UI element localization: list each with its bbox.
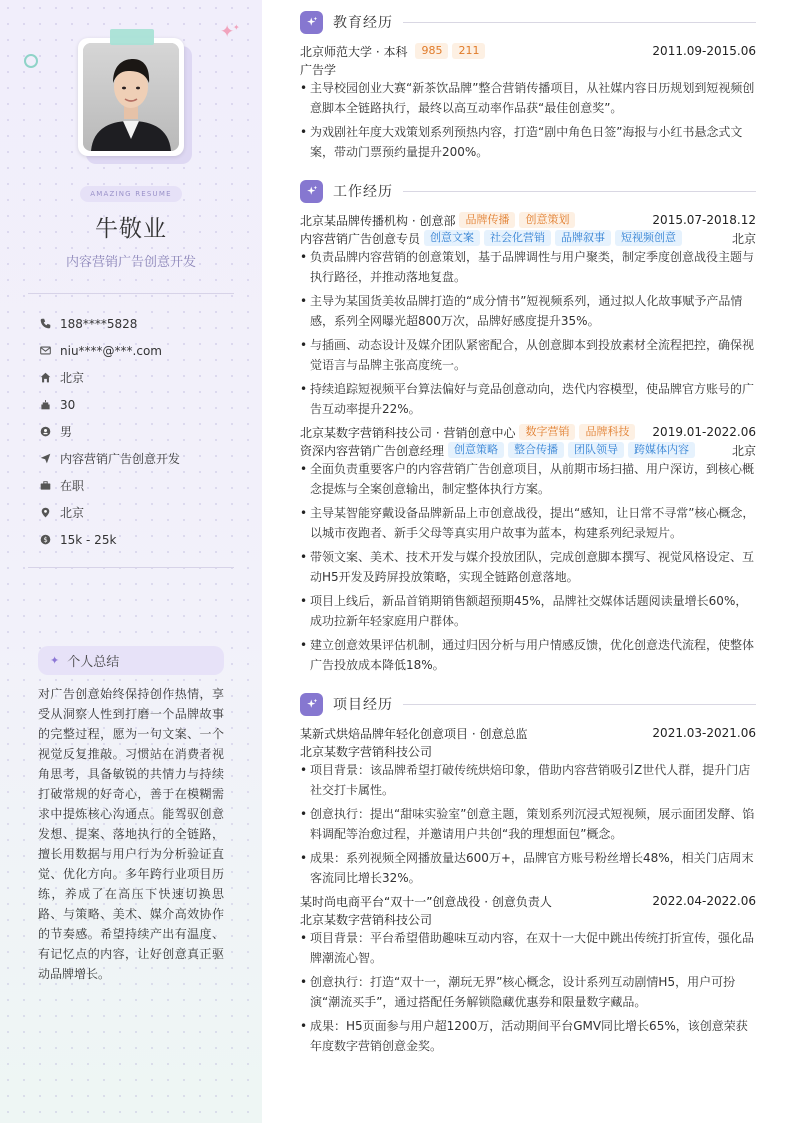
project-org: 北京某数字营销科技公司 bbox=[300, 912, 433, 927]
sparkle-icon bbox=[300, 693, 323, 716]
school-tag: 985 bbox=[415, 43, 448, 59]
info-age: 30 bbox=[40, 391, 240, 418]
education-date: 2011.09-2015.06 bbox=[652, 44, 756, 58]
job-city: 北京 bbox=[731, 231, 756, 246]
job-bullet: • 项目上线后，新品首销期销售额超预期45%，品牌社交媒体话题阅读量增长60%，成功拉新年轻家庭用户群体。 bbox=[300, 591, 756, 631]
contact-info-list bbox=[40, 310, 240, 553]
sparkle-icon: ✦ bbox=[220, 22, 235, 42]
info-gender: 男 bbox=[40, 418, 240, 445]
candidate-title: 内容营销广告创意开发 bbox=[65, 255, 196, 270]
info-city: 北京 bbox=[40, 499, 240, 526]
project-bullet: • 成果：H5页面参与用户超1200万，活动期间平台GMV同比增长65%，该创意荣获年度数字营销创意金奖。 bbox=[300, 1016, 756, 1056]
sparkle-icon bbox=[300, 11, 323, 34]
skill-tag: 跨媒体内容 bbox=[628, 442, 695, 458]
job-bullet: • 带领文案、美术、技术开发与媒介投放团队，完成创意脚本撰写、视觉风格设定、互动H5开发及跨屏投放策略，实现全链路创意落地。 bbox=[300, 547, 756, 587]
sparkle-icon bbox=[300, 180, 323, 203]
skill-tag: 创意策略 bbox=[448, 442, 504, 458]
info-status: 在职 bbox=[40, 472, 240, 499]
project-date: 2021.03-2021.06 bbox=[652, 726, 756, 740]
section-divider bbox=[403, 704, 756, 705]
sparkle-icon: ✦ bbox=[50, 654, 60, 667]
job-bullet: • 建立创意效果评估机制，通过归因分析与用户情感反馈，优化创意迭代流程，使整体广告投放成本降低18%。 bbox=[300, 635, 756, 675]
tape-decoration bbox=[110, 29, 154, 45]
project-header-row bbox=[300, 724, 756, 742]
company-tag: 数字营销 bbox=[519, 424, 575, 440]
education-section-header bbox=[300, 10, 756, 34]
project-bullet: • 创意执行：打造“双十一，潮玩无界”核心概念，设计系列互动剧情H5，用户可扮演“潮流买手”，通过搭配任务解锁隐藏优惠券和限量数字藏品。 bbox=[300, 972, 756, 1012]
summary-heading: ✦ 个人总结 bbox=[38, 646, 224, 675]
company-name: 北京某数字营销科技公司 · 营销创意中心 bbox=[300, 425, 516, 440]
divider bbox=[28, 567, 234, 568]
projects-section-header bbox=[300, 692, 756, 716]
gender-icon bbox=[40, 426, 60, 437]
company-name: 北京某品牌传播机构 · 创意部 bbox=[300, 213, 456, 228]
divider bbox=[28, 293, 234, 294]
job-role-row bbox=[300, 441, 756, 459]
info-phone: 188****5828 bbox=[40, 310, 240, 337]
skill-tag: 社会化营销 bbox=[484, 230, 551, 246]
info-hometown: 北京 bbox=[40, 364, 240, 391]
skill-tag: 整合传播 bbox=[508, 442, 564, 458]
location-pin-icon bbox=[40, 507, 60, 518]
project-bullet: • 项目背景：平台希望借助趣味互动内容，在双十一大促中跳出传统打折宣传，强化品牌潮流心智。 bbox=[300, 928, 756, 968]
briefcase-icon bbox=[40, 480, 60, 491]
salary-icon bbox=[40, 534, 60, 545]
skill-tag: 短视频创意 bbox=[615, 230, 682, 246]
profile-photo bbox=[83, 43, 179, 151]
candidate-name: 牛敬业 bbox=[95, 216, 167, 242]
project-bullet: • 成果：系列视频全网播放量达600万+，品牌官方账号粉丝增长48%，相关门店周末客流同比增长32%。 bbox=[300, 848, 756, 888]
job-date: 2015.07-2018.12 bbox=[652, 213, 756, 227]
job-role: 内容营销广告创意专员 bbox=[300, 231, 421, 246]
skill-tag: 团队领导 bbox=[568, 442, 624, 458]
phone-icon bbox=[40, 318, 60, 329]
skill-tag: 品牌叙事 bbox=[555, 230, 611, 246]
section-title: 教育经历 bbox=[333, 15, 393, 31]
section-divider bbox=[403, 191, 756, 192]
education-major: 广告学 bbox=[300, 62, 337, 77]
job-city: 北京 bbox=[731, 443, 756, 458]
avatar bbox=[78, 38, 188, 160]
cake-icon bbox=[40, 399, 60, 410]
job-bullet: • 与插画、动态设计及媒介团队紧密配合，从创意脚本到投放素材全流程把控，确保视觉语言与品牌主张高度统一。 bbox=[300, 335, 756, 375]
education-bullet: • 为戏剧社年度大戏策划系列预热内容，打造“剧中角色日签”海报与小红书悬念式文案，带动门票预约量提升200%。 bbox=[300, 122, 756, 162]
job-bullet: • 主导为某国货美妆品牌打造的“成分情书”短视频系列，通过拟人化故事赋予产品情感，系列全网曝光超800万次，品牌好感度提升35%。 bbox=[300, 291, 756, 331]
resume-badge: AMAZING RESUME bbox=[80, 186, 182, 202]
home-icon bbox=[40, 372, 60, 383]
info-salary: $ 15k - 25k bbox=[40, 526, 240, 553]
send-icon bbox=[40, 453, 60, 464]
sidebar bbox=[0, 0, 262, 1123]
job-date: 2019.01-2022.06 bbox=[652, 425, 756, 439]
mail-icon bbox=[40, 345, 60, 356]
company-tag: 品牌传播 bbox=[459, 212, 515, 228]
job-bullet: • 主导某智能穿戴设备品牌新品上市创意战役，提出“感知，让日常不寻常”核心概念，以城市夜跑者、新手父母等真实用户故事为蓝本，构建系列纪录短片。 bbox=[300, 503, 756, 543]
ring-decoration bbox=[24, 54, 38, 68]
info-target-position: 内容营销广告创意开发 bbox=[40, 445, 240, 472]
skill-tag: 创意文案 bbox=[424, 230, 480, 246]
school-name: 北京师范大学 · 本科 bbox=[300, 44, 408, 59]
job-header-row bbox=[300, 423, 756, 441]
project-name: 某时尚电商平台“双十一”创意战役 · 创意负责人 bbox=[300, 894, 552, 909]
section-title: 工作经历 bbox=[333, 184, 393, 200]
job-role: 资深内容营销广告创意经理 bbox=[300, 443, 445, 458]
job-role-row bbox=[300, 229, 756, 247]
education-header-row bbox=[300, 42, 756, 60]
education-bullet: • 主导校园创业大赛“新茶饮品牌”整合营销传播项目，从社媒内容日历规划到短视频创意脚本全链路执行，最终以高互动率作品获“最佳创意奖”。 bbox=[300, 78, 756, 118]
project-header-row bbox=[300, 892, 756, 910]
project-org: 北京某数字营销科技公司 bbox=[300, 744, 433, 759]
project-bullet: • 创意执行：提出“甜味实验室”创意主题，策划系列沉浸式短视频，展示面团发酵、馅料调配等治愈过程，并邀请用户共创“我的理想面包”概念。 bbox=[300, 804, 756, 844]
sparkle-small-icon: ✦ bbox=[233, 23, 240, 32]
summary-text: 对广告创意始终保持创作热情，享受从洞察人性到打磨一个品牌故事的完整过程，愿为一句文案、一个视觉反复推敲。习惯站在消费者视角思考，具备敏锐的共情力与持续打破常规的好奇心，善于在模糊需求中提炼核心沟通点。能驾驭创意发想、提案、落地执行的全链路，擅长用数据与用户行为分析验证直觉、优化方向。多年跨行业项目历练，养成了在高压下快速切换思路、与策略、美术、媒介高效协作的节奏感。希望持续产出有温度、有记忆点的内容，让好创意真正驱动品牌增长。 bbox=[38, 687, 224, 981]
section-divider bbox=[403, 22, 756, 23]
project-date: 2022.04-2022.06 bbox=[652, 894, 756, 908]
school-tag: 211 bbox=[452, 43, 485, 59]
project-name: 某新式烘焙品牌年轻化创意项目 · 创意总监 bbox=[300, 726, 528, 741]
info-email: niu****@***.com bbox=[40, 337, 240, 364]
job-bullet: • 全面负责重要客户的内容营销广告创意项目，从前期市场扫描、用户深访，到核心概念提炼与全案创意输出，制定整体执行方案。 bbox=[300, 459, 756, 499]
job-bullet: • 负责品牌内容营销的创意策划，基于品牌调性与用户聚类，制定季度创意战役主题与执行路径，并推动落地复盘。 bbox=[300, 247, 756, 287]
company-tag: 品牌科技 bbox=[579, 424, 635, 440]
project-bullet: • 项目背景：该品牌希望打破传统烘焙印象，借助内容营销吸引Z世代人群，提升门店社交打卡属性。 bbox=[300, 760, 756, 800]
job-header-row bbox=[300, 211, 756, 229]
svg-text:$: $ bbox=[43, 535, 48, 544]
work-section-header bbox=[300, 179, 756, 203]
company-tag: 创意策划 bbox=[519, 212, 575, 228]
section-title: 项目经历 bbox=[333, 697, 393, 713]
job-bullet: • 持续追踪短视频平台算法偏好与竞品创意动向，迭代内容模型，使品牌官方账号的广告互动率提升22%。 bbox=[300, 379, 756, 419]
